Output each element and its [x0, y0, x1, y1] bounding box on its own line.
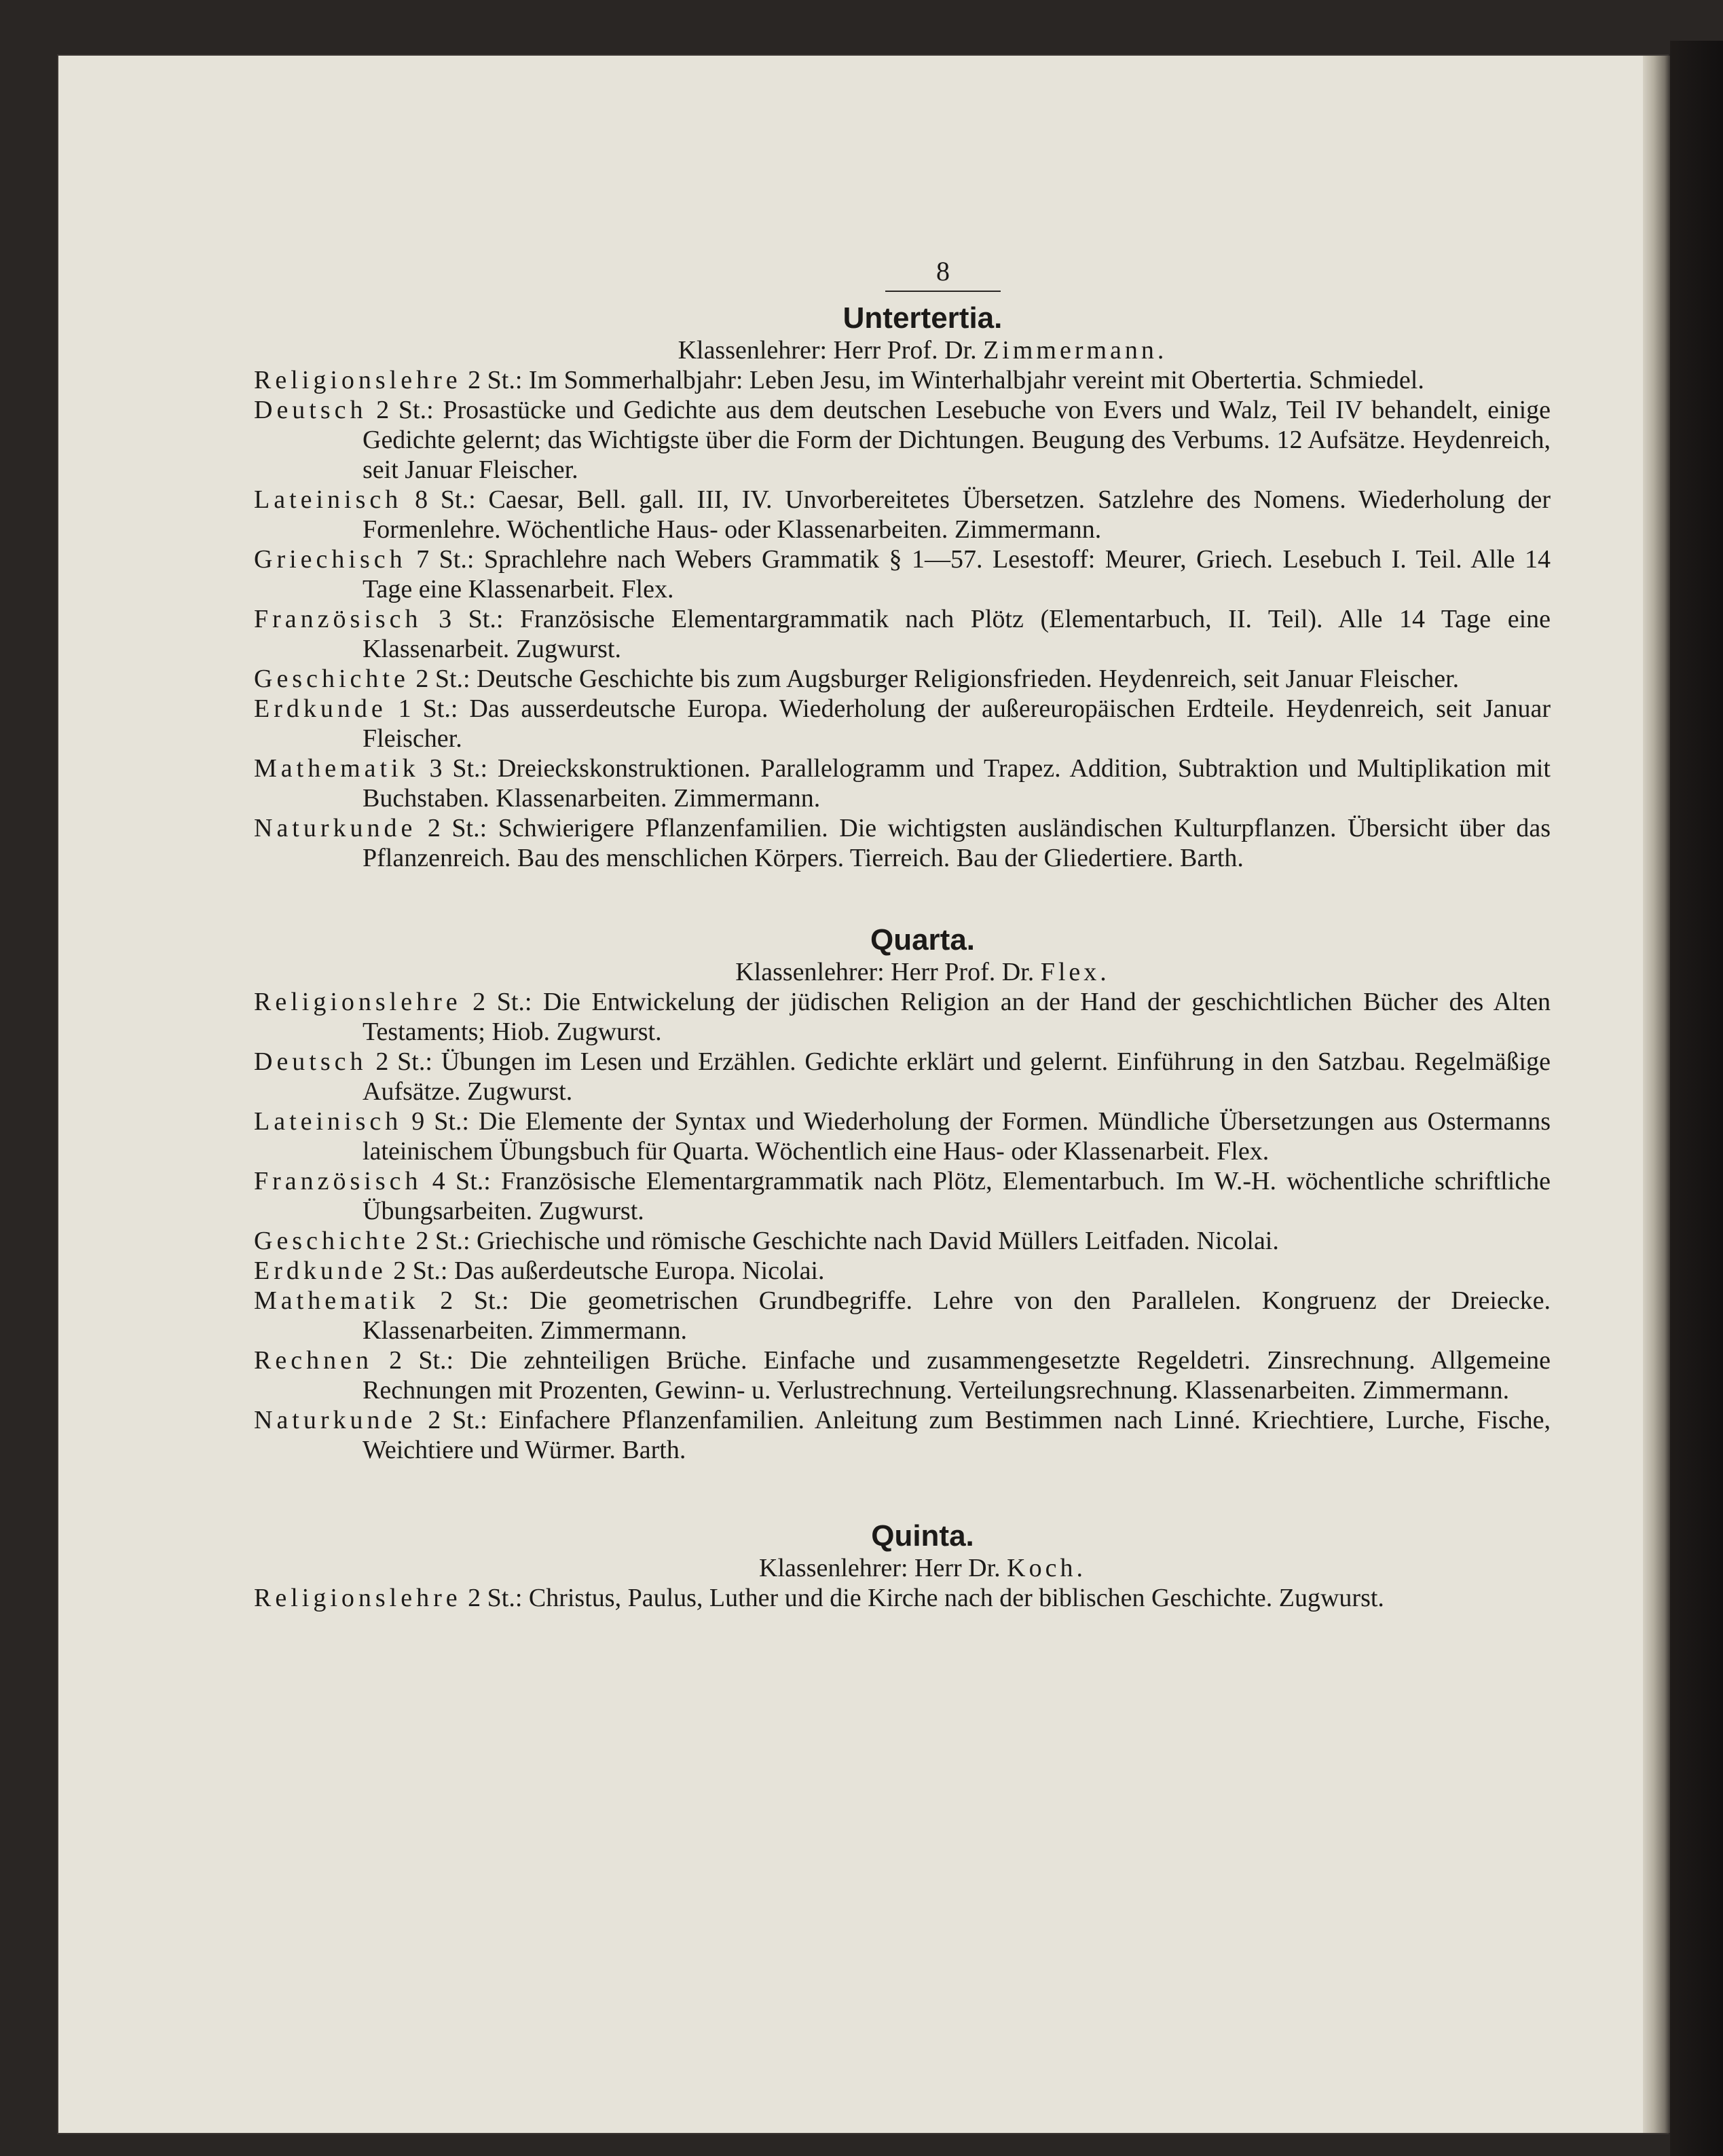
curriculum-entry — [254, 1405, 1551, 1465]
class-teacher — [295, 957, 1551, 987]
subject-name: Französisch — [254, 605, 422, 633]
subject-name: Französisch — [254, 1167, 422, 1195]
page-number: 8 — [936, 256, 950, 286]
entry-text: 2 St.: Die Entwickelung der jüdischen Religion an der Hand der geschichtlichen Bücher des Alten Testaments; Hiob. Zugwurst. — [363, 988, 1551, 1046]
section-untertertia — [254, 301, 1551, 873]
class-teacher — [295, 335, 1551, 365]
subject-name: Geschichte — [254, 665, 409, 693]
curriculum-entry — [254, 365, 1551, 395]
curriculum-entry — [254, 664, 1551, 694]
entry-text: 3 St.: Französische Elementargrammatik nach Plötz (Elementarbuch, II. Teil). Alle 14 Tage eine Klassenarbeit. Zugwurst. — [363, 605, 1551, 663]
curriculum-entry — [254, 1256, 1551, 1286]
subject-name: Religionslehre — [254, 1584, 462, 1612]
teacher-name: Koch. — [1007, 1554, 1086, 1582]
subject-name: Mathematik — [254, 1286, 420, 1315]
curriculum-entry — [254, 754, 1551, 813]
page-edge — [1643, 56, 1670, 2133]
subject-name: Lateinisch — [254, 485, 403, 514]
class-teacher — [295, 1553, 1551, 1583]
curriculum-entry — [254, 1166, 1551, 1226]
section-title: Untertertia. — [842, 301, 1003, 335]
curriculum-entry — [254, 1583, 1551, 1613]
entry-text: 2 St.: Prosastücke und Gedichte aus dem deutschen Lesebuche von Evers und Walz, Teil IV behandelt, einige Gedichte gelernt; das Wichtigste über die Form der Dichtungen. Beugung des Verbums. 12 Aufsätze. Heydenreich, seit Januar Fleischer. — [363, 396, 1551, 484]
section-title: Quarta. — [870, 923, 976, 956]
curriculum-entry — [254, 485, 1551, 544]
subject-name: Lateinisch — [254, 1107, 403, 1136]
entry-text: 2 St.: Schwierigere Pflanzenfamilien. Die wichtigsten ausländischen Kulturpflanzen. Übersicht über das Pflanzenreich. Bau des menschlichen Körpers. Tierreich. Bau der Gliedertiere. Barth. — [363, 814, 1551, 872]
entry-text: 9 St.: Die Elemente der Syntax und Wiederholung der Formen. Mündliche Übersetzungen aus Ostermanns lateinischem Übungsbuch für Quarta. Wöchentlich eine Haus- oder Klassenarbeit. Flex. — [363, 1107, 1551, 1166]
teacher-name: Flex. — [1040, 958, 1110, 986]
page-number-rule — [885, 291, 1001, 292]
section-quinta — [254, 1519, 1551, 1613]
entry-text: 2 St.: Die geometrischen Grundbegriffe. Lehre von den Parallelen. Kongruenz der Dreiecke. Klassenarbeiten. Zimmermann. — [363, 1286, 1551, 1345]
entry-text: 4 St.: Französische Elementargrammatik nach Plötz, Elementarbuch. Im W.-H. wöchentliche schriftliche Übungsarbeiten. Zugwurst. — [363, 1167, 1551, 1225]
book-spine — [1670, 41, 1723, 2156]
entry-text: 8 St.: Caesar, Bell. gall. III, IV. Unvorbereitetes Übersetzen. Satzlehre des Nomens. Wiederholung der Formenlehre. Wöchentliche Haus- oder Klassenarbeiten. Zimmermann. — [363, 485, 1551, 544]
entry-text: 2 St.: Einfachere Pflanzenfamilien. Anleitung zum Bestimmen nach Linné. Kriechtiere, Lurche, Fische, Weichtiere und Würmer. Barth. — [363, 1406, 1551, 1464]
entry-text: 2 St.: Die zehnteiligen Brüche. Einfache und zusammengesetzte Regeldetri. Zinsrechnung. Allgemeine Rechnungen mit Prozenten, Gewinn- u. Verlustrechnung. Verteilungsrechnung. Klassenarbeiten. Zimmermann. — [363, 1346, 1551, 1405]
subject-name: Geschichte — [254, 1227, 409, 1255]
entry-text: 2 St.: Christus, Paulus, Luther und die Kirche nach der biblischen Geschichte. Zugwurst. — [461, 1584, 1384, 1612]
curriculum-entry — [254, 1345, 1551, 1405]
subject-name: Deutsch — [254, 396, 367, 424]
section-quarta — [254, 923, 1551, 1465]
subject-name: Religionslehre — [254, 366, 462, 394]
subject-name: Erdkunde — [254, 694, 387, 723]
curriculum-entry — [254, 694, 1551, 754]
curriculum-entry — [254, 813, 1551, 873]
subject-name: Deutsch — [254, 1047, 367, 1076]
subject-name: Mathematik — [254, 754, 420, 783]
entry-text: 7 St.: Sprachlehre nach Webers Grammatik § 1—57. Lesestoff: Meurer, Griech. Lesebuch I. Teil. Alle 14 Tage eine Klassenarbeit. Flex. — [363, 545, 1551, 603]
entry-text: 2 St.: Das außerdeutsche Europa. Nicolai. — [386, 1257, 825, 1285]
curriculum-entry — [254, 1107, 1551, 1166]
entry-text: 2 St.: Übungen im Lesen und Erzählen. Gedichte erklärt und gelernt. Einführung in den Satzbau. Regelmäßige Aufsätze. Zugwurst. — [363, 1047, 1551, 1106]
entry-text: 2 St.: Deutsche Geschichte bis zum Augsburger Religionsfrieden. Heydenreich, seit Januar Fleischer. — [409, 665, 1460, 693]
page-content — [254, 258, 1551, 1613]
curriculum-entry — [254, 395, 1551, 485]
teacher-prefix: Klassenlehrer: Herr Prof. Dr. — [735, 958, 1035, 986]
subject-name: Rechnen — [254, 1346, 373, 1375]
curriculum-entry — [254, 987, 1551, 1047]
curriculum-entry — [254, 1286, 1551, 1345]
section-title: Quinta. — [871, 1519, 974, 1553]
subject-name: Naturkunde — [254, 1406, 417, 1434]
subject-name: Religionslehre — [254, 988, 462, 1016]
curriculum-entry — [254, 544, 1551, 604]
entry-text: 2 St.: Im Sommerhalbjahr: Leben Jesu, im Winterhalbjahr vereint mit Obertertia. Schmiedel. — [461, 366, 1424, 394]
curriculum-entry — [254, 1047, 1551, 1107]
subject-name: Erdkunde — [254, 1257, 387, 1285]
entry-text: 2 St.: Griechische und römische Geschichte nach David Müllers Leitfaden. Nicolai. — [409, 1227, 1279, 1255]
teacher-prefix: Klassenlehrer: Herr Dr. — [759, 1554, 1001, 1582]
teacher-prefix: Klassenlehrer: Herr Prof. Dr. — [678, 336, 977, 365]
curriculum-entry — [254, 1226, 1551, 1256]
subject-name: Naturkunde — [254, 814, 417, 842]
entry-text: 3 St.: Dreieckskonstruktionen. Parallelogramm und Trapez. Addition, Subtraktion und Multiplikation mit Buchstaben. Klassenarbeiten. Zimmermann. — [363, 754, 1551, 813]
entry-text: 1 St.: Das ausserdeutsche Europa. Wiederholung der außereuropäischen Erdteile. Heydenreich, seit Januar Fleischer. — [363, 694, 1551, 753]
subject-name: Griechisch — [254, 545, 407, 574]
teacher-name: Zimmermann. — [983, 336, 1168, 365]
curriculum-entry — [254, 604, 1551, 664]
